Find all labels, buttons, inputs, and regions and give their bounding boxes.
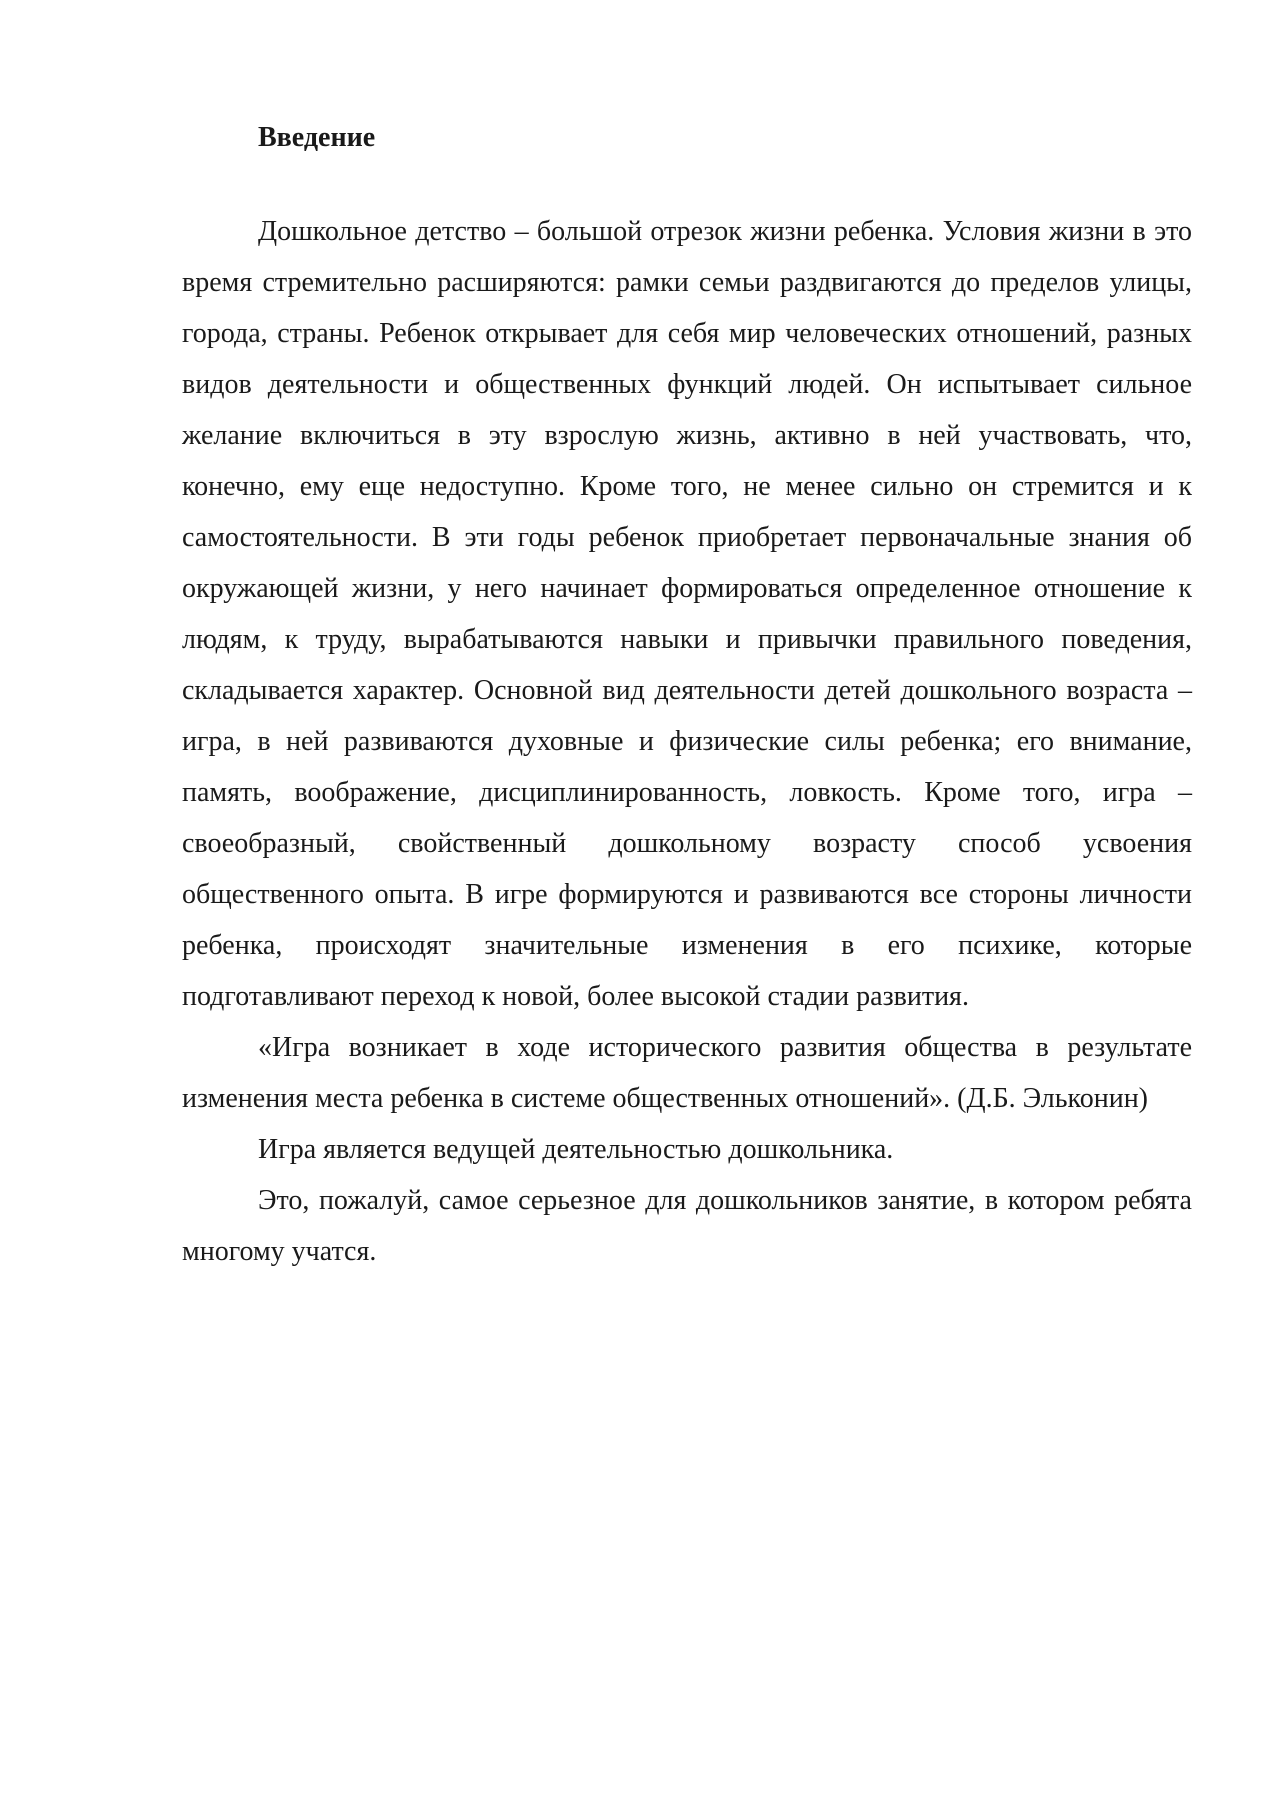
heading-spacer — [182, 163, 1192, 206]
paragraph-elkonin-quote: «Игра возникает в ходе исторического развития общества в результате изменения места ребенка в системе общественных отношений». (Д.Б. Эльконин) — [182, 1032, 1192, 1114]
document-body — [182, 112, 1192, 1277]
paragraph-serious-occupation: Это, пожалуй, самое серьезное для дошкольников занятие, в котором ребята многому учатся. — [182, 1185, 1192, 1267]
paragraph-leading-activity: Игра является ведущей деятельностью дошкольника. — [258, 1134, 894, 1165]
section-heading: Введение — [258, 122, 376, 153]
paragraph-preschool-childhood: Дошкольное детство – большой отрезок жизни ребенка. Условия жизни в это время стремительно расширяются: рамки семьи раздвигаются до пределов улицы, города, страны. Ребенок открывает для себя мир человеческих отношений, разных видов деятельности и общественных функций людей. Он испытывает сильное желание включиться в эту взрослую жизнь, активно в ней участвовать, что, конечно, ему еще недоступно. Кроме того, не менее сильно он стремится и к самостоятельности. В эти годы ребенок приобретает первоначальные знания об окружающей жизни, у него начинает формироваться определенное отношение к людям, к труду, вырабатываются навыки и привычки правильного поведения, складывается характер. Основной вид деятельности детей дошкольного возраста – игра, в ней развиваются духовные и физические силы ребенка; его внимание, память, воображение, дисциплинированность, ловкость. Кроме того, игра – своеобразный, свойственный дошкольному возрасту способ усвоения общественного опыта. В игре формируются и развиваются все стороны личности ребенка, происходят значительные изменения в его психике, которые подготавливают переход к новой, более высокой стадии развития. — [182, 216, 1192, 1012]
